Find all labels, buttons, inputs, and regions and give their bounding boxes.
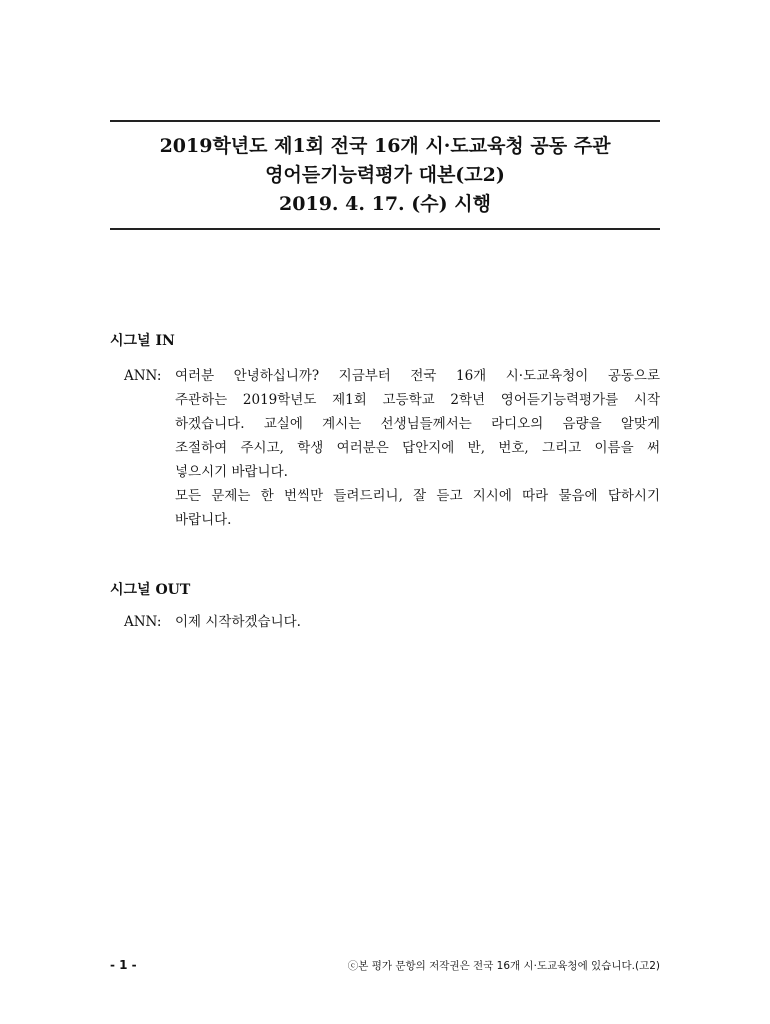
document-title (110, 132, 660, 219)
page-number: - 1 - (110, 958, 137, 972)
speaker-label: ANN: (124, 368, 162, 384)
announcement-line: 이제 시작하겠습니다. (175, 614, 301, 630)
announcement-line: 모든 문제는 한 번씩만 들려드리니, 잘 듣고 지시에 따라 물음에 답하시기 (175, 488, 660, 504)
announcement-line: 바랍니다. (175, 512, 232, 528)
section-heading-signal-out: 시그널 OUT (110, 582, 191, 598)
announcement-line: 넣으시기 바랍니다. (175, 464, 288, 480)
title-line-2: 영어듣기능력평가 대본(고2) (265, 164, 505, 186)
announcement-text (175, 610, 660, 634)
announcement-line: 하겠습니다. 교실에 계시는 선생님들께서는 라디오의 음량을 알맞게 (175, 416, 660, 432)
announcement-line: 조절하여 주시고, 학생 여러분은 답안지에 반, 번호, 그리고 이름을 써 (175, 440, 660, 456)
top-rule (110, 120, 660, 122)
speaker-label: ANN: (124, 614, 162, 630)
announcement-line: 주관하는 2019학년도 제1회 고등학교 2학년 영어듣기능력평가를 시작 (175, 392, 660, 408)
announcement-text (175, 364, 660, 532)
section-heading-signal-in: 시그널 IN (110, 333, 175, 349)
title-line-3: 2019. 4. 17. (수) 시행 (279, 193, 491, 215)
copyright-notice: ⓒ본 평가 문항의 저작권은 전국 16개 시·도교육청에 있습니다.(고2) (347, 960, 660, 972)
title-line-1: 2019학년도 제1회 전국 16개 시·도교육청 공동 주관 (159, 135, 611, 157)
announcement-line: 여러분 안녕하십니까? 지금부터 전국 16개 시·도교육청이 공동으로 (175, 368, 660, 384)
bottom-rule (110, 228, 660, 230)
